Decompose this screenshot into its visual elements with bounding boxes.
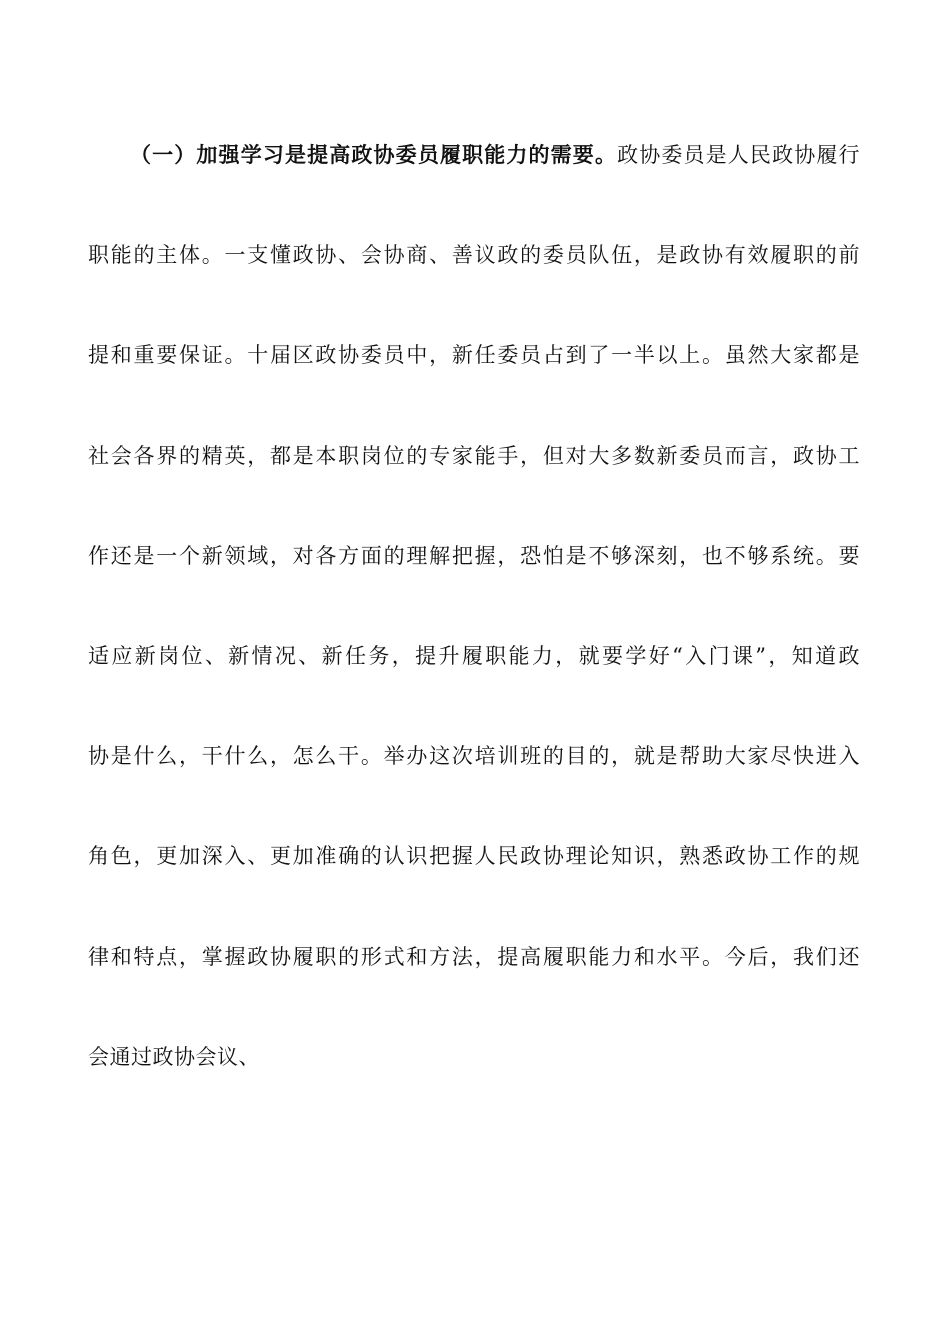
- paragraph-line-5: 作还是一个新领域，对各方面的理解把握，恐怕是不够深刻，也不够系统。要: [88, 543, 860, 568]
- paragraph-line-8: 角色，更加深入、更加准确的认识把握人民政协理论知识，熟悉政协工作的规: [88, 844, 860, 869]
- paragraph-line-1: [88, 130, 860, 180]
- paragraph-line-9: 律和特点，掌握政协履职的形式和方法，提高履职能力和水平。今后，我们还: [88, 944, 860, 969]
- paragraph-line-6: 适应新岗位、新情况、新任务，提升履职能力，就要学好“入门课”，知道政: [88, 643, 860, 668]
- paragraph-line-10: 会通过政协会议、: [88, 1044, 260, 1069]
- paragraph-text-1: 政协委员是人民政协履行: [617, 143, 860, 167]
- paragraph-line-4: 社会各界的精英，都是本职岗位的专家能手，但对大多数新委员而言，政协工: [88, 443, 860, 468]
- section-heading: （一）加强学习是提高政协委员履职能力的需要。: [130, 142, 618, 167]
- paragraph-line-7: 协是什么，干什么，怎么干。举办这次培训班的目的，就是帮助大家尽快进入: [88, 744, 860, 769]
- body-paragraph: [88, 130, 860, 1132]
- paragraph-line-2: 职能的主体。一支懂政协、会协商、善议政的委员队伍，是政协有效履职的前: [88, 243, 860, 268]
- paragraph-line-3: 提和重要保证。十届区政协委员中，新任委员占到了一半以上。虽然大家都是: [88, 343, 860, 368]
